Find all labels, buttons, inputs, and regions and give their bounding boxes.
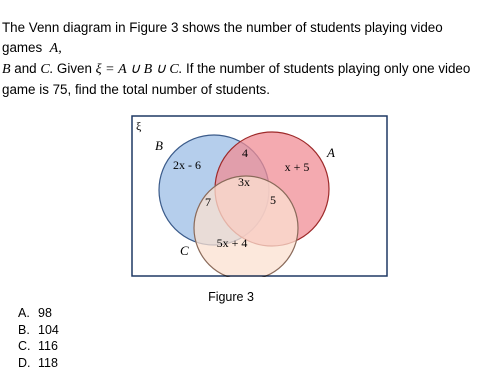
option-value: 118 — [38, 355, 58, 370]
region-a-only: x + 5 — [284, 160, 310, 174]
universal-set-definition: ξ = A ∪ B ∪ C. — [95, 62, 183, 77]
region-c-only: 5x + 4 — [216, 236, 248, 250]
figure-caption: Figure 3 — [208, 290, 254, 304]
question-text — [2, 18, 500, 100]
answer-option — [18, 305, 59, 322]
question-part-4: If the number of students playing only one video game is 75, find the total number of students. — [2, 61, 471, 97]
set-c-name: C. — [40, 62, 54, 77]
option-letter: D. — [18, 355, 31, 370]
region-a-and-b: 4 — [242, 146, 248, 160]
set-b-label: B — [155, 138, 163, 153]
option-value: 104 — [38, 322, 59, 337]
option-letter: B. — [18, 322, 30, 337]
option-value: 116 — [38, 339, 58, 353]
answer-options — [18, 305, 59, 371]
venn-diagram — [131, 115, 388, 277]
question-part-1: The Venn diagram in Figure 3 shows the number of students playing video games — [2, 20, 443, 55]
set-b-name: B — [2, 62, 11, 77]
answer-option — [18, 355, 59, 372]
region-a-and-c: 5 — [270, 193, 276, 207]
venn-diagram-figure — [131, 115, 388, 277]
answer-option — [18, 338, 59, 355]
set-a-label: A — [327, 145, 335, 160]
set-c-circle — [194, 176, 298, 277]
region-b-only: 2x - 6 — [173, 158, 201, 172]
set-c-label: C — [180, 243, 189, 258]
option-value: 98 — [38, 306, 52, 320]
question-part-2: and — [10, 61, 41, 76]
universal-set-symbol: ξ — [136, 119, 142, 133]
region-b-and-c: 7 — [205, 195, 211, 209]
option-letter: A. — [18, 306, 30, 320]
set-a-name: A, — [49, 41, 62, 56]
question-part-3: Given — [53, 61, 96, 76]
region-all-three: 3x — [238, 175, 250, 189]
answer-option — [18, 322, 59, 339]
option-letter: C. — [18, 339, 31, 353]
